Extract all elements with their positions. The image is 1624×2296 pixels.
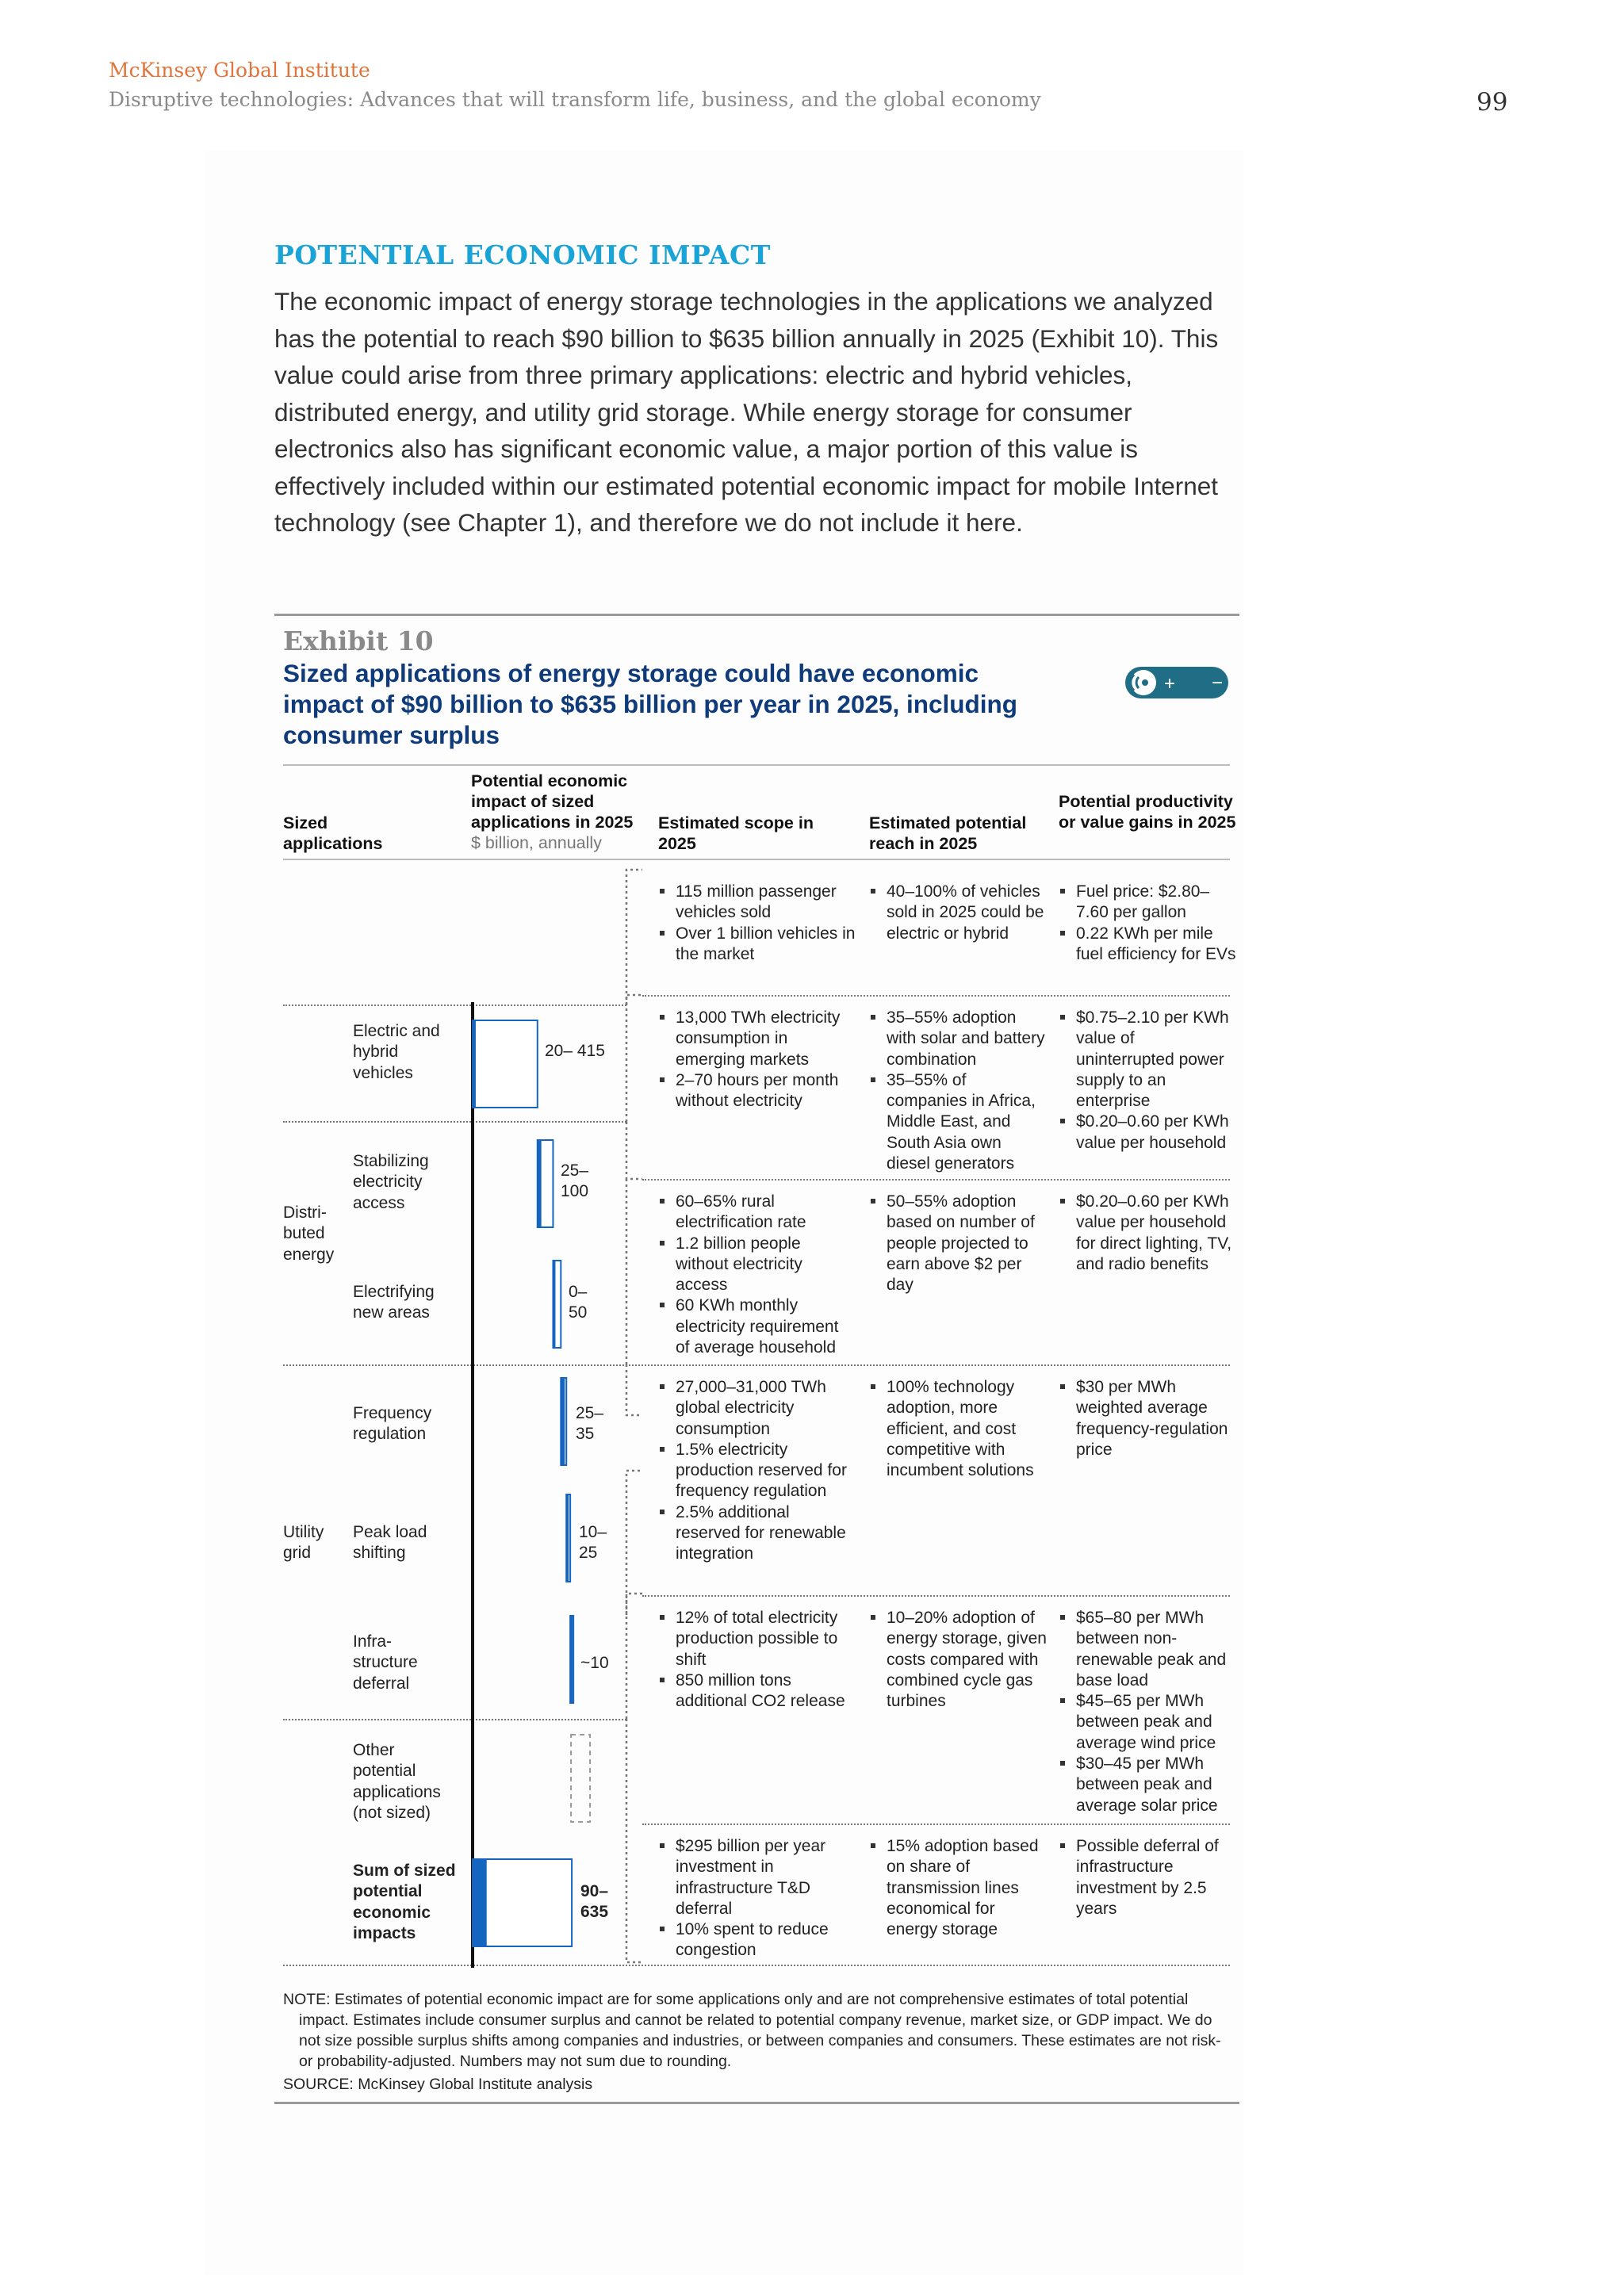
exhibit-bottom-rule xyxy=(274,2102,1239,2104)
detail-sep xyxy=(642,1823,1230,1825)
detail-bullet: 1.2 billion people without electricity access xyxy=(658,1234,856,1296)
detail-bullet: 60–65% rural electrification rate xyxy=(658,1192,856,1234)
waterfall-bar-range xyxy=(473,1859,572,1946)
col-head-gains: Potential productivity or value gains in 2025 xyxy=(1059,792,1236,832)
waterfall-bar-6 xyxy=(571,1735,590,1822)
exhibit-source: SOURCE: McKinsey Global Institute analysis xyxy=(283,2076,593,2093)
header-org: McKinsey Global Institute xyxy=(109,59,370,82)
waterfall-bar-low xyxy=(566,1494,569,1582)
group-label-utility: Utility grid xyxy=(283,1523,324,1563)
app-label-ev: Electric and hybrid vehicles xyxy=(353,1022,440,1082)
waterfall-bar-unsized xyxy=(571,1735,590,1822)
waterfall-bar-low xyxy=(561,1378,565,1465)
waterfall-chart xyxy=(460,999,634,1974)
waterfall-bar-4 xyxy=(566,1494,570,1582)
col-head-impact-unit: $ billion, annually xyxy=(471,833,602,852)
detail-bullet: $45–65 per MWh between peak and average wind price xyxy=(1059,1691,1237,1754)
detail-bullet: 2.5% additional reserved for renewable integration xyxy=(658,1502,856,1565)
waterfall-bar-5 xyxy=(570,1616,573,1703)
group-label-distributed: Distri- buted energy xyxy=(283,1203,335,1264)
body-paragraph: The economic impact of energy storage technologies in the applications we analyzed has the potential to reach $90 billion to $635 billion annually in 2025 (Exhibit 10). This value could arise from three primary applications: electric and hybrid vehicles, distributed energy, and utility grid storage. While energy storage for consumer electronics also has significant economic value, a major portion of this value is effectively included within our estimated potential economic impact for mobile Internet technology (see Chapter 1), and therefore we do not include it here. xyxy=(274,287,1219,537)
waterfall-bar-range xyxy=(473,1020,538,1108)
exhibit-title-rule xyxy=(283,764,1230,766)
exhibit-title: Sized applications of energy storage could have economic impact of $90 billion to $635 billion per year in 2025, including consumer surplus xyxy=(283,659,1017,749)
detail-gains-4 xyxy=(1059,1608,1237,1816)
detail-sep xyxy=(642,995,1230,997)
exhibit-label: Exhibit 10 xyxy=(283,626,434,656)
detail-bullet: 10–20% adoption of energy storage, given costs compared with combined cycle gas turbines xyxy=(869,1608,1048,1712)
value-label-stabilizing: 25– 100 xyxy=(561,1161,589,1201)
waterfall-bar-low xyxy=(553,1261,555,1348)
waterfall-bar-3 xyxy=(561,1378,566,1465)
detail-gains-3 xyxy=(1059,1377,1237,1460)
detail-bullet: $65–80 per MWh between non-renewable peak and base load xyxy=(1059,1608,1237,1691)
value-label-infra: ~10 xyxy=(580,1654,609,1672)
waterfall-bar-low xyxy=(473,1859,487,1946)
detail-bullet: 35–55% adoption with solar and battery combination xyxy=(869,1008,1048,1070)
detail-bullet: $0.20–0.60 per KWh value per household for direct lighting, TV, and radio benefits xyxy=(1059,1192,1237,1275)
detail-reach-3 xyxy=(869,1377,1048,1481)
value-label-sum: 90– 635 xyxy=(580,1882,609,1922)
page-number: 99 xyxy=(1477,88,1508,117)
detail-bullet: Fuel price: $2.80–7.60 per gallon xyxy=(1059,882,1237,924)
detail-bullet: 850 million tons additional CO2 release xyxy=(658,1670,856,1712)
app-label-electrifying: Electrifying new areas xyxy=(353,1283,435,1322)
col-head-impact xyxy=(471,771,649,853)
exhibit-top-rule xyxy=(274,614,1239,616)
detail-bullet: 15% adoption based on share of transmission lines economical for energy storage xyxy=(869,1836,1048,1940)
detail-gains-0 xyxy=(1059,882,1237,965)
detail-scope-4 xyxy=(658,1608,856,1712)
battery-minus: − xyxy=(1212,672,1224,694)
app-label-frequency: Frequency regulation xyxy=(353,1404,432,1444)
detail-scope-3 xyxy=(658,1377,856,1565)
detail-bullet: $295 billion per year investment in infrastructure T&D deferral xyxy=(658,1836,856,1919)
detail-bullet: 0.22 KWh per mile fuel efficiency for EVs xyxy=(1059,924,1237,966)
value-label-ev: 20– 415 xyxy=(545,1042,605,1060)
waterfall-bar-low xyxy=(570,1616,573,1703)
detail-reach-2 xyxy=(869,1192,1048,1295)
detail-reach-4 xyxy=(869,1608,1048,1712)
detail-bullet: 100% technology adoption, more efficient, and cost competitive with incumbent solutions xyxy=(869,1377,1048,1481)
detail-bullet: $0.20–0.60 per KWh value per household xyxy=(1059,1112,1237,1154)
detail-gains-5 xyxy=(1059,1836,1237,1919)
detail-reach-5 xyxy=(869,1836,1048,1940)
col-head-reach: Estimated potential reach in 2025 xyxy=(869,813,1027,853)
note-text: NOTE: Estimates of potential economic impact are for some applications only and are not comprehensive estimates of total potential impact. Estimates include consumer surplus and cannot be related to potential company revenue, market size, or GDP impact. We do not size possible surplus shifts among companies and industries, or between companies and consumers. These estimates are not risk- or probability-adjusted. Numbers may not sum due to rounding. xyxy=(283,1991,1221,2070)
detail-bullet: Over 1 billion vehicles in the market xyxy=(658,924,856,966)
detail-scope-1 xyxy=(658,1008,856,1112)
detail-bullet: 10% spent to reduce congestion xyxy=(658,1919,856,1961)
waterfall-bar-2 xyxy=(553,1261,561,1348)
detail-bullet: Possible deferral of infrastructure investment by 2.5 years xyxy=(1059,1836,1237,1919)
detail-sep xyxy=(642,1179,1230,1181)
waterfall-bar-0 xyxy=(473,1020,538,1108)
value-label-electrifying: 0– 50 xyxy=(569,1283,588,1322)
battery-icon xyxy=(1124,664,1231,701)
detail-bullet: 115 million passenger vehicles sold xyxy=(658,882,856,924)
detail-bullet: 40–100% of vehicles sold in 2025 could be electric or hybrid xyxy=(869,882,1048,944)
app-label-infra: Infra- structure deferral xyxy=(353,1632,418,1693)
detail-bullet: 50–55% adoption based on number of people projected to earn above $2 per day xyxy=(869,1192,1048,1295)
detail-bullet: 2–70 hours per month without electricity xyxy=(658,1070,856,1112)
header-rule xyxy=(283,859,1230,860)
app-label-other: Other potential applications (not sized) xyxy=(353,1741,441,1822)
detail-bullet: $0.75–2.10 per KWh value of uninterrupted power supply to an enterprise xyxy=(1059,1008,1237,1112)
row-sep xyxy=(283,1364,1230,1366)
detail-sep xyxy=(642,1595,1230,1597)
detail-gains-2 xyxy=(1059,1192,1237,1275)
waterfall-bar-low xyxy=(473,1020,476,1108)
detail-bullet: 35–55% of companies in Africa, Middle East, and South Asia own diesel generators xyxy=(869,1070,1048,1174)
app-label-stabilizing: Stabilizing electricity access xyxy=(353,1152,429,1212)
detail-scope-0 xyxy=(658,882,856,965)
detail-bullet: 60 KWh monthly electricity requirement of average household xyxy=(658,1295,856,1358)
section-title: POTENTIAL ECONOMIC IMPACT xyxy=(274,239,771,270)
col-head-scope: Estimated scope in 2025 xyxy=(658,813,814,853)
detail-bullet: 27,000–31,000 TWh global electricity consumption xyxy=(658,1377,856,1440)
detail-scope-5 xyxy=(658,1836,856,1961)
exhibit-note xyxy=(283,1989,1235,2072)
detail-reach-1 xyxy=(869,1008,1048,1174)
value-label-peak: 10– 25 xyxy=(579,1523,607,1563)
detail-scope-2 xyxy=(658,1192,856,1358)
battery-plus: + xyxy=(1164,673,1176,695)
col-head-sized: Sized applications xyxy=(283,813,383,853)
detail-gains-1 xyxy=(1059,1008,1237,1154)
detail-bullet: $30 per MWh weighted average frequency-regulation price xyxy=(1059,1377,1237,1460)
detail-bullet: $30–45 per MWh between peak and average solar price xyxy=(1059,1754,1237,1816)
app-label-sum: Sum of sized potential economic impacts xyxy=(353,1862,456,1942)
waterfall-bar-7 xyxy=(473,1859,572,1946)
app-label-peak: Peak load shifting xyxy=(353,1523,427,1563)
waterfall-bar-1 xyxy=(538,1140,553,1227)
detail-bullet: 13,000 TWh electricity consumption in emerging markets xyxy=(658,1008,856,1070)
col-head-impact-label: Potential economic impact of sized applications in 2025 xyxy=(471,771,634,832)
value-label-frequency: 25– 35 xyxy=(576,1404,604,1444)
header-subtitle: Disruptive technologies: Advances that will transform life, business, and the global economy xyxy=(109,88,1041,111)
waterfall-bar-low xyxy=(538,1140,542,1227)
detail-bullet: 1.5% electricity production reserved for frequency regulation xyxy=(658,1440,856,1502)
detail-bullet: 12% of total electricity production possible to shift xyxy=(658,1608,856,1670)
detail-reach-0 xyxy=(869,882,1048,944)
